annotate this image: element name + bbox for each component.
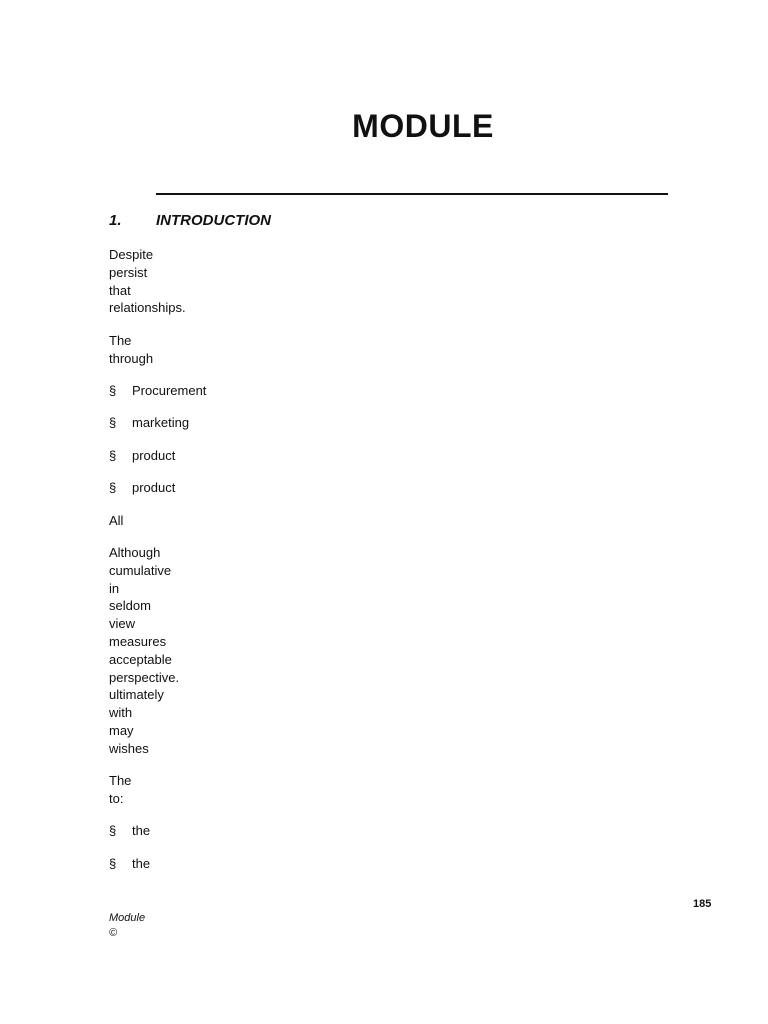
section-sign-bullet-icon: §: [109, 855, 117, 871]
list-item-text: Procurement: [132, 382, 207, 398]
footer-module-label: Module: [109, 912, 146, 924]
text-line: view: [109, 616, 136, 632]
text-line: The: [109, 773, 132, 789]
text-line: All: [109, 512, 124, 528]
list-item: [109, 822, 669, 840]
text-line: seldom: [109, 598, 151, 614]
text-line: may: [109, 722, 134, 738]
section-heading: [109, 212, 271, 229]
list-item: [109, 414, 669, 432]
paragraph: [109, 512, 669, 530]
text-line: relationships.: [109, 300, 186, 316]
section-sign-bullet-icon: §: [109, 480, 117, 496]
list-item: [109, 479, 669, 497]
text-line: cumulative: [109, 562, 172, 578]
section-title: INTRODUCTION: [156, 212, 271, 229]
page-number: 185: [693, 898, 712, 910]
page-title: MODULE: [352, 108, 494, 144]
paragraph: [109, 772, 669, 808]
text-line: acceptable: [109, 651, 172, 667]
text-line: wishes: [109, 740, 149, 756]
list-item-text: product: [132, 447, 176, 463]
section-sign-bullet-icon: §: [109, 447, 117, 463]
paragraph: [109, 246, 669, 317]
paragraph: [109, 332, 669, 368]
title-divider: [156, 193, 668, 195]
text-line: persist: [109, 264, 148, 280]
text-line: Although: [109, 544, 161, 560]
list-item-text: the: [132, 823, 151, 839]
section-sign-bullet-icon: §: [109, 415, 117, 431]
list-item-text: marketing: [132, 415, 190, 431]
list-item-text: product: [132, 480, 176, 496]
section-sign-bullet-icon: §: [109, 823, 117, 839]
list-item: [109, 447, 669, 465]
text-line: perspective.: [109, 669, 180, 685]
text-line: ultimately: [109, 687, 164, 703]
body-content: [109, 246, 669, 887]
text-line: that: [109, 282, 131, 298]
text-line: in: [109, 580, 120, 596]
list-item: [109, 382, 669, 400]
text-line: to:: [109, 790, 124, 806]
list-item: [109, 855, 669, 873]
text-line: with: [109, 705, 133, 721]
paragraph: [109, 544, 669, 758]
footer-copyright: ©: [109, 927, 118, 939]
text-line: The: [109, 332, 132, 348]
list-item-text: the: [132, 855, 151, 871]
section-sign-bullet-icon: §: [109, 382, 117, 398]
text-line: through: [109, 350, 154, 366]
section-number: 1.: [109, 212, 122, 229]
text-line: Despite: [109, 247, 154, 262]
text-line: measures: [109, 633, 167, 649]
